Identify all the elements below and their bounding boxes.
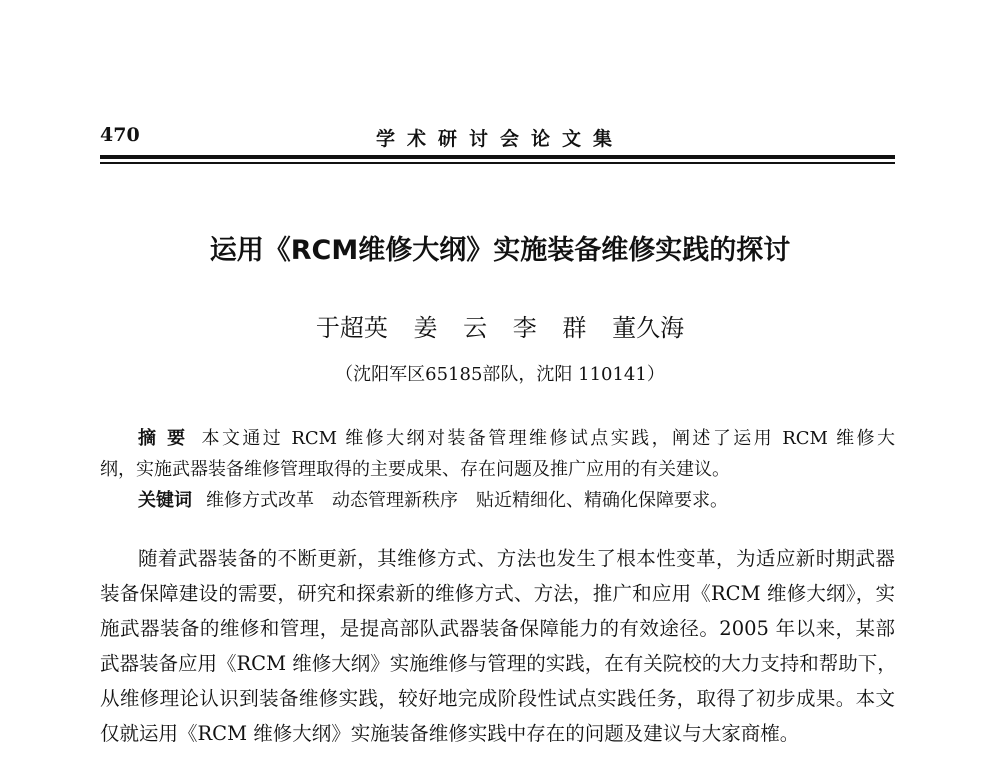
body-line: 装备保障建设的需要，研究和探索新的维修方式、方法，推广和应用《RCM 维修大纲》，实 <box>100 582 895 605</box>
abstract-label: 摘 要 <box>138 428 188 449</box>
abstract-line-2: 纲，实施武器装备维修管理取得的主要成果、存在问题及推广应用的有关建议。 <box>100 459 730 480</box>
running-title: 学术研讨会论文集 <box>375 128 624 150</box>
header-rule-thin <box>100 162 895 164</box>
affiliation: （沈阳军区65185部队，沈阳 110141） <box>335 364 665 385</box>
body-line: 随着武器装备的不断更新，其维修方式、方法也发生了根本性变革，为适应新时期武器 <box>138 547 895 570</box>
header-rule-thick <box>100 155 895 159</box>
keywords-label: 关键词 <box>138 490 192 511</box>
body-line: 施武器装备的维修和管理，是提高部队武器装备保障能力的有效途径。2005 年以来，某部 <box>100 617 895 640</box>
page-number: 470 <box>100 124 140 146</box>
body-line: 仅就运用《RCM 维修大纲》实施装备维修实践中存在的问题及建议与大家商榷。 <box>100 722 800 745</box>
abstract-line-1 <box>138 424 895 450</box>
keywords-line <box>138 486 895 512</box>
authors: 于超英 姜 云 李 群 董久海 <box>315 314 685 342</box>
keywords-text: 维修方式改革 动态管理新秩序 贴近精细化、精确化保障要求。 <box>206 490 728 511</box>
paper-title: 运用《RCM维修大纲》实施装备维修实践的探讨 <box>209 235 791 266</box>
body-line: 武器装备应用《RCM 维修大纲》实施维修与管理的实践，在有关院校的大力支持和帮助下， <box>100 652 897 675</box>
abstract-text: 本文通过 RCM 维修大纲对装备管理维修试点实践，阐述了运用 RCM 维修大 <box>201 428 895 449</box>
body-line: 从维修理论认识到装备维修实践，较好地完成阶段性试点实践任务，取得了初步成果。本文 <box>100 687 895 710</box>
